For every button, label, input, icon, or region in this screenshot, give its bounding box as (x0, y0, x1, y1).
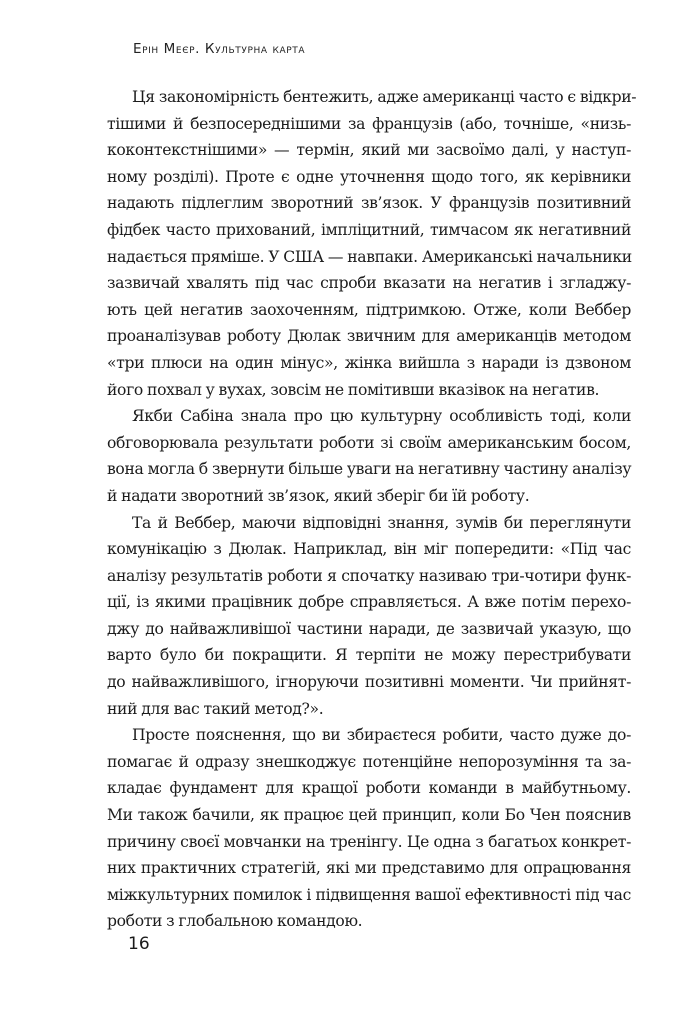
text-line: Просте пояснення, що ви збираєтеся робити, часто дуже до- (132, 726, 631, 745)
text-line: й надати зворотний зв’язок, який зберіг би їй роботу. (107, 486, 530, 505)
text-line: варто було би покращити. Я терпіти не можу перестрибувати (107, 646, 631, 665)
text-line: проаналізував роботу Дюлак звичним для американців методом (107, 327, 631, 346)
text-line: надається пряміше. У США — навпаки. Американські начальники (107, 247, 632, 266)
text-line: причину своєї мовчанки на тренінгу. Це одна з багатьох конкрет- (107, 832, 631, 851)
text-line: ний для вас такий метод?». (107, 699, 324, 718)
text-line: вона могла б звернути більше уваги на негативну частину аналізу (107, 460, 632, 479)
text-line: фідбек часто прихований, імпліцитний, тимчасом як негативний (107, 220, 631, 239)
text-line: Та й Веббер, маючи відповідні знання, зумів би переглянути (132, 513, 631, 532)
text-line: до найважливішого, ігноруючи позитивні моменти. Чи прийнят- (107, 673, 631, 692)
text-line: міжкультурних помилок і підвищення вашої ефективності під час (107, 885, 631, 904)
text-line: його похвал у вухах, зовсім не помітивши вказівок на негатив. (107, 380, 600, 399)
running-head (133, 41, 305, 57)
text-line: ному розділі). Проте є одне уточнення щодо того, як керівники (107, 167, 631, 186)
text-line: джу до найважливішої частини наради, де зазвичай указую, що (107, 619, 631, 638)
text-line: роботи з глобальною командою. (107, 912, 363, 931)
text-line: Ця закономірність бентежить, адже американці часто є відкри- (132, 88, 637, 106)
text-line: кладає фундамент для кращої роботи команди в майбутньому. (107, 779, 631, 798)
text-line: аналізу результатів роботи я спочатку називаю три-чотири функ- (107, 566, 631, 585)
text-line: комунікацію з Дюлак. Наприклад, він міг попередити: «Під час (107, 540, 631, 559)
text-line: коконтекстнішими» — термін, який ми засвоїмо далі, у наступ- (107, 141, 631, 160)
text-line: ції, із якими працівник добре справляється. А вже потім перехо- (107, 593, 631, 612)
text-line: зазвичай хвалять під час спроби вказати на негатив і згладжу- (107, 274, 631, 293)
text-line: «три плюси на один мінус», жінка вийшла з наради із дзвоном (107, 353, 631, 372)
text-line: ють цей негатив заохоченням, підтримкою. Отже, коли Веббер (107, 300, 631, 319)
text-line: Якби Сабіна знала про цю культурну особливість тоді, коли (132, 407, 631, 426)
paragraph-4 (107, 722, 631, 935)
paragraph-2 (107, 403, 631, 509)
text-line: тішими й безпосереднішими за французів (або, точніше, «низь- (107, 114, 631, 133)
text-line: Ми також бачили, як працює цей принцип, коли Бо Чен пояснив (107, 806, 631, 825)
text-line: помагає й одразу знешкоджує потенційне непорозуміння та за- (107, 752, 631, 771)
paragraph-1 (107, 84, 637, 403)
text-line: надають підлеглим зворотний зв’язок. У французів позитивний (107, 194, 631, 213)
text-line: них практичних стратегій, які ми представимо для опрацювання (107, 859, 631, 878)
page-number: 16 (128, 934, 150, 954)
body-text (107, 84, 637, 935)
running-head-text: Ерін Меєр. Культурна карта (133, 41, 306, 57)
text-line: обговорювала результати роботи зі своїм американським босом, (107, 433, 631, 452)
paragraph-3 (107, 510, 631, 723)
